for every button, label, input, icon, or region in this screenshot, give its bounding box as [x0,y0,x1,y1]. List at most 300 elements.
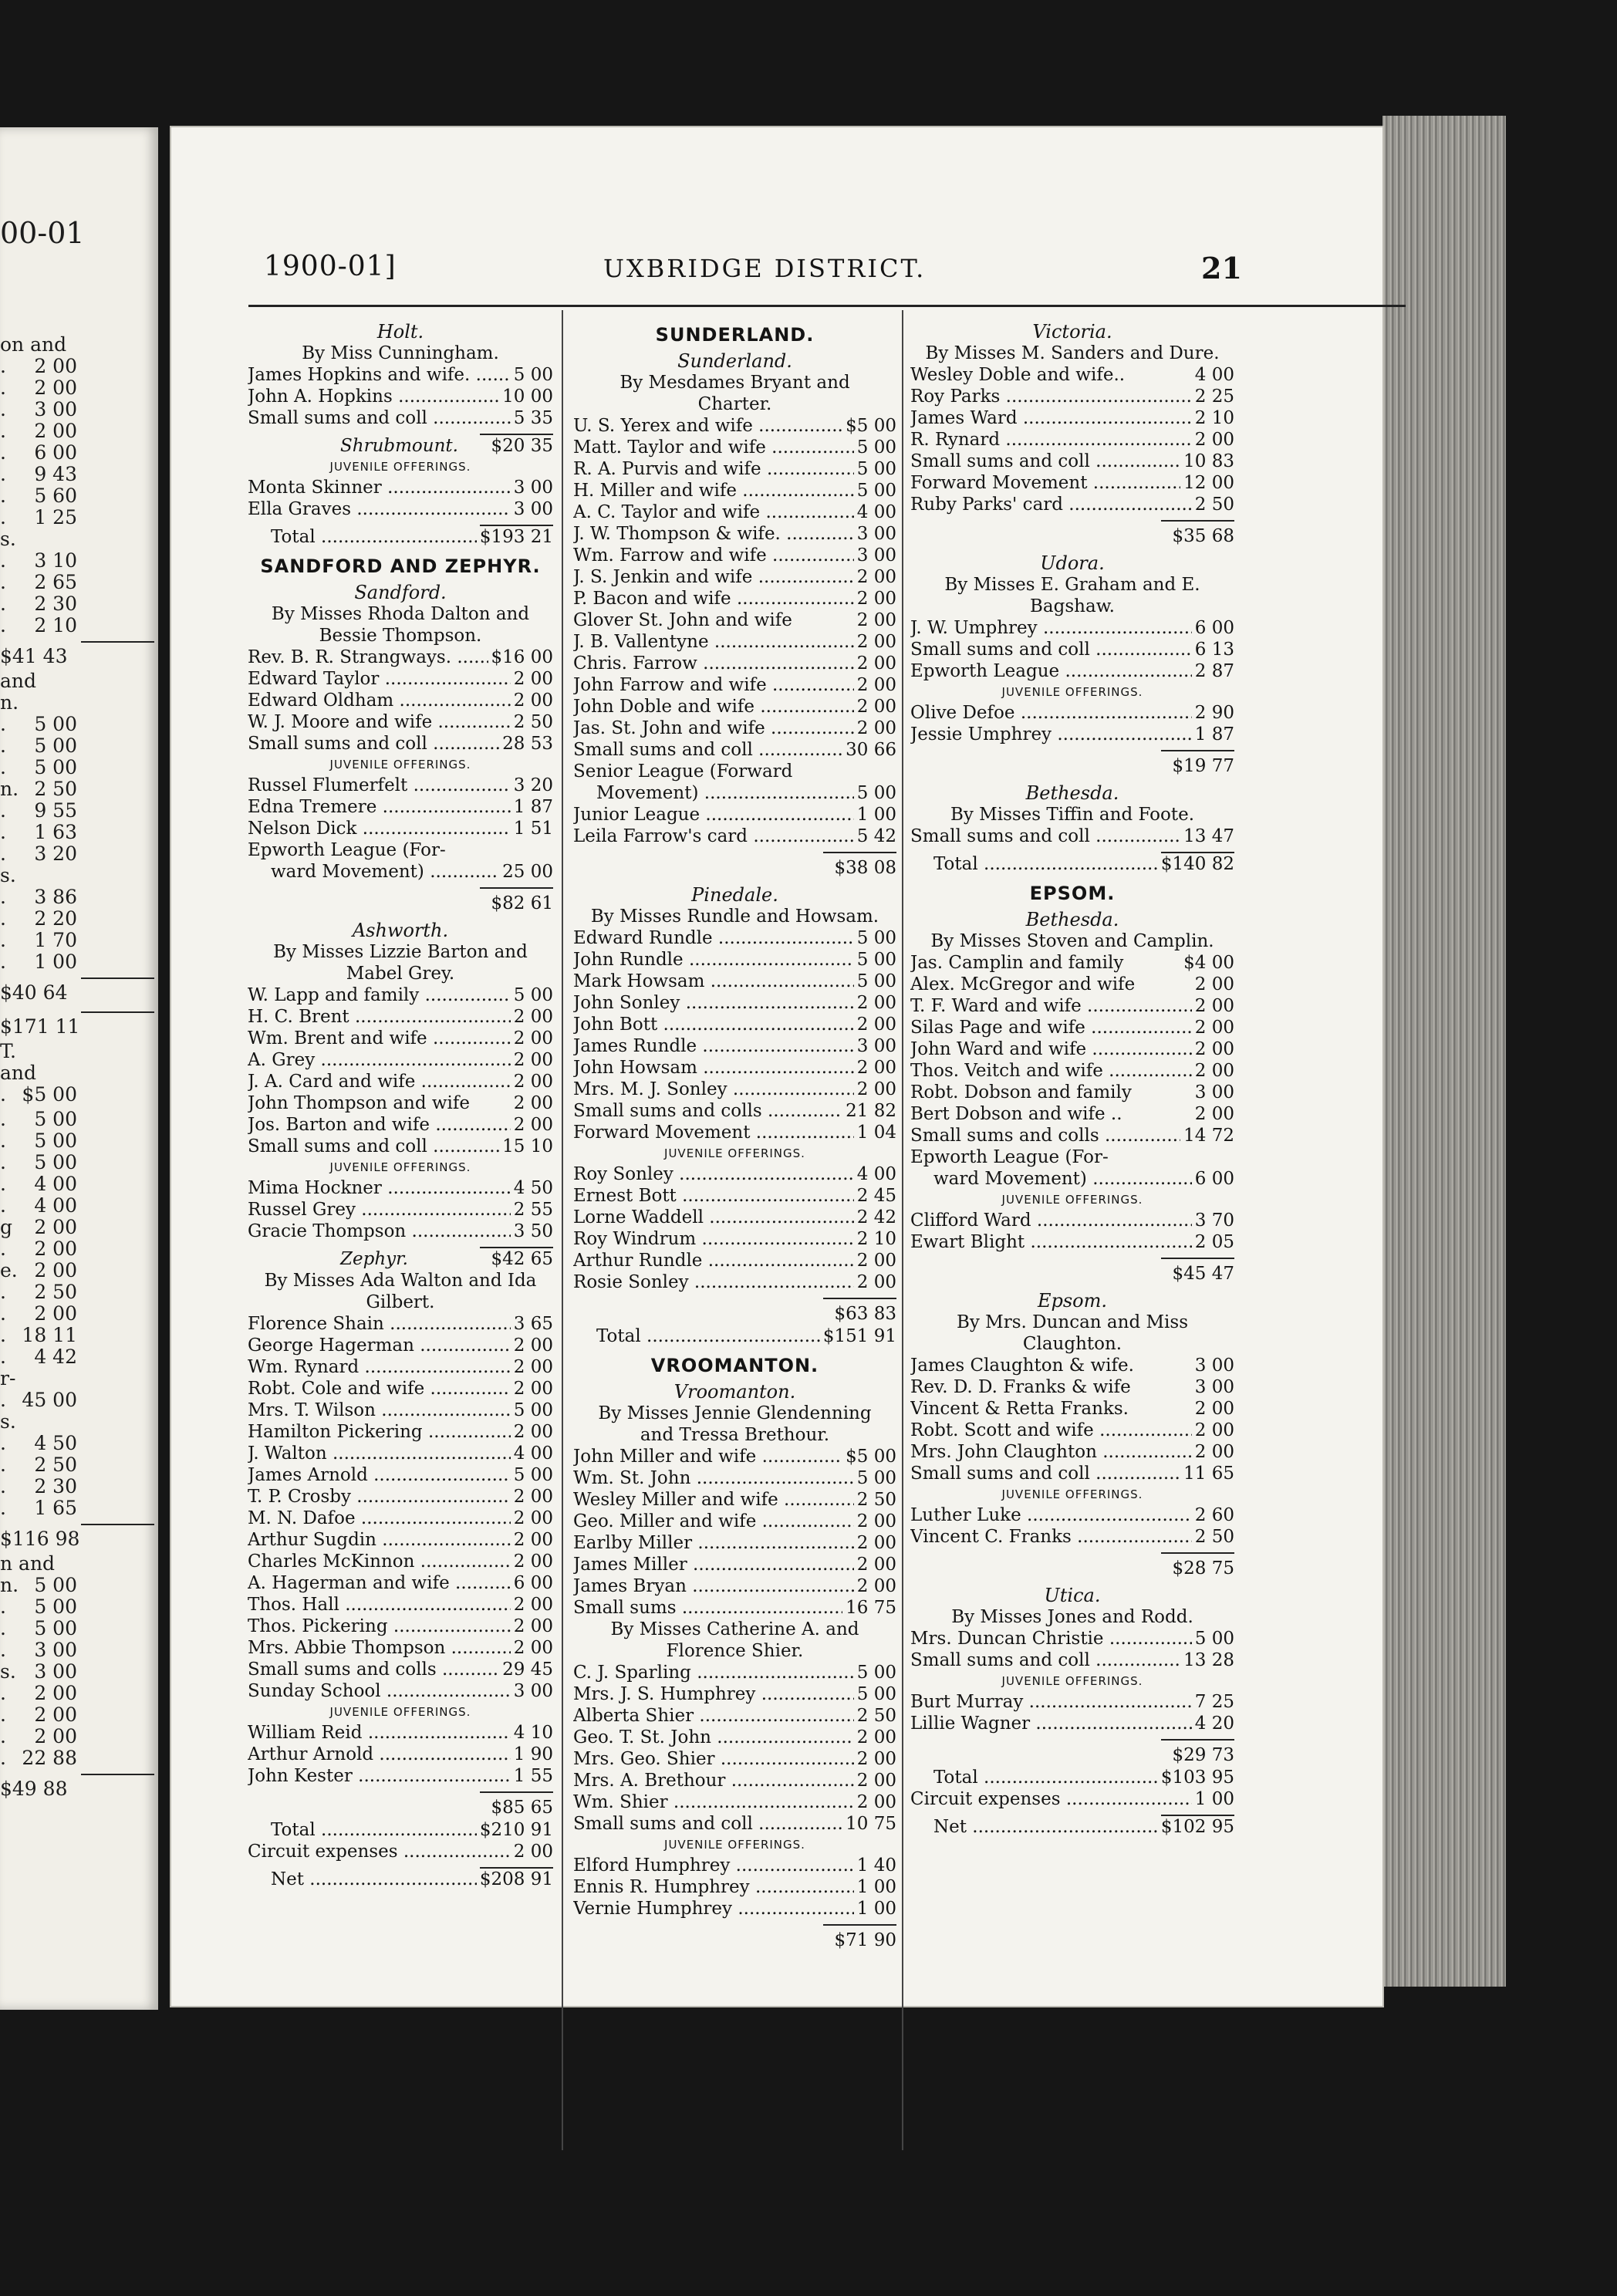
amount: 2 42 [854,1207,896,1228]
facing-page-text: $49 88 [0,1778,68,1800]
facing-page-line [0,670,154,692]
facing-page-line [0,615,154,636]
place-heading: Bethesda. [1025,782,1119,804]
contributor-name: Senior League (Forward [573,761,793,782]
contributor-name: Russel Grey ..... [248,1199,553,1221]
facing-page-amount: 9 43 [34,463,77,485]
contributor-name: Olive Defoe ..... [910,702,1234,724]
contribution-row [573,1271,896,1293]
contribution-row [910,1103,1234,1125]
contributor-name: J. W. Thompson & wife. ..... [573,523,896,545]
contributor-name: U. S. Yerex and wife ..... [573,415,896,437]
facing-page-line [0,1661,154,1683]
contribution-row [573,1163,896,1185]
amount: 2 00 [511,1028,553,1049]
facing-page-amount: 5 00 [34,756,77,778]
facing-page-line [0,930,154,951]
amount: 5 00 [854,927,896,949]
amount: 4 20 [1192,1713,1234,1734]
place-heading: Victoria. [1032,321,1112,343]
amount: 2 00 [854,992,896,1014]
collectors-line: By Misses M. Sanders and Dure. [925,343,1220,363]
contribution-row [248,1572,553,1594]
subtotal-amount: $63 83 [834,1304,896,1324]
contribution-row [910,451,1234,472]
amount: $140 82 [1158,853,1234,875]
contributor-name: Rosie Sonley ..... [573,1271,896,1293]
amount: 2 00 [511,1616,553,1637]
amount: 5 35 [511,407,553,429]
facing-page-line [0,1639,154,1661]
amount: 2 00 [511,1114,553,1136]
amount: 6 00 [1192,1168,1234,1190]
amount: 2 00 [1192,1103,1234,1125]
amount: 2 00 [1192,974,1234,995]
contributor-name: Thos. Veitch and wife ..... [910,1060,1234,1082]
amount: 15 10 [499,1136,553,1157]
facing-page-line [0,865,154,886]
facing-page-amount: 5 60 [34,485,77,507]
facing-page-line [0,1575,154,1596]
facing-page-text: . [0,756,6,778]
contribution-row [248,1765,553,1787]
contribution-row [248,1659,553,1680]
facing-page-text: . [0,1237,6,1260]
contribution-row [910,1816,1234,1838]
facing-page-line [0,1433,154,1454]
contribution-row [248,1028,553,1049]
subtotal-block [573,1924,896,1952]
contribution-row [248,1551,553,1572]
contribution-row [910,1060,1234,1082]
facing-page-amount: 5 00 [34,1108,77,1130]
amount: 5 00 [854,458,896,480]
contribution-row [573,971,896,992]
subtotal-amount: $82 61 [491,893,553,913]
facing-page-text: n. [0,778,19,800]
contributor-name: Leila Farrow's card ..... [573,826,896,847]
contributor-name: Small sums and coll ..... [910,451,1234,472]
contributor-name: James Claughton & wife. [910,1356,1134,1376]
contribution-row [910,995,1234,1017]
contributor-name: Matt. Taylor and wife ..... [573,437,896,458]
contribution-row [910,1125,1234,1146]
contribution-row [573,1467,896,1489]
facing-page-text: . [0,1302,6,1325]
facing-page-text: . [0,441,6,464]
facing-page-text: $116 98 [0,1528,80,1550]
amount: 2 00 [854,1079,896,1100]
contribution-row [248,839,553,861]
amount: 2 45 [854,1185,896,1207]
contribution-row [910,826,1234,847]
facing-page-text: . [0,1432,6,1454]
contribution-row [910,494,1234,515]
contributor-name: Mrs. Duncan Christie ..... [910,1628,1234,1649]
contributor-name: Small sums and coll ..... [910,826,1234,847]
contributor-name: Movement) ..... [573,782,896,804]
facing-page-text: . [0,1173,6,1195]
contributor-name: Monta Skinner ..... [248,477,553,498]
contributor-name: Mrs. John Claughton ..... [910,1441,1234,1463]
facing-page-text: . [0,1389,6,1411]
amount: 1 00 [854,804,896,826]
subtotal-amount: $85 65 [491,1798,553,1818]
amount: 1 00 [1192,1788,1234,1810]
facing-page-line [0,1084,154,1106]
contribution-row [573,782,896,804]
contribution-row [910,364,1234,386]
facing-page-amount: 2 50 [34,778,77,800]
amount: 2 00 [511,1049,553,1071]
amount: 2 60 [1192,1504,1234,1526]
subtotal-rule [823,1924,896,1926]
amount: 1 87 [511,796,553,818]
amount: $193 21 [477,526,553,548]
contribution-row [248,1421,553,1443]
header-rule [248,305,1406,307]
facing-page-text: $41 43 [0,645,68,667]
facing-page-line [0,399,154,420]
juvenile-offerings-heading: JUVENILE OFFERINGS. [1001,1674,1143,1688]
amount: 2 00 [854,718,896,739]
facing-page-text: . [0,463,6,485]
facing-page-text: . [0,907,6,930]
contributor-name: Total ..... [573,1325,896,1347]
amount: 2 00 [511,1551,553,1572]
facing-page-amount: 2 00 [34,1216,77,1238]
contribution-row [248,1869,553,1890]
contributor-name: Nelson Dick ..... [248,818,553,839]
amount: 4 00 [854,1163,896,1185]
facing-page-line [0,1346,154,1368]
facing-page-rule [81,641,154,643]
contributor-name: Small sums and colls ..... [573,1100,896,1122]
contributor-name: Total ..... [910,1767,1234,1788]
amount: 28 53 [499,733,553,755]
amount: 2 00 [511,668,553,690]
contributor-name: William Reid ..... [248,1722,553,1744]
facing-page-amount: 9 55 [34,799,77,822]
facing-page-amount: 4 42 [34,1346,77,1368]
amount: 10 83 [1180,451,1234,472]
facing-page-line [0,464,154,485]
subtotal-block [910,750,1234,778]
amount: 10 75 [842,1813,896,1835]
facing-page-amount: 3 86 [34,886,77,908]
contribution-row [910,407,1234,429]
amount: 2 00 [1192,1398,1234,1420]
facing-page-text: and [0,670,37,692]
facing-page-text: and [0,1062,37,1084]
contribution-row [248,647,553,668]
contribution-row [573,1855,896,1876]
facing-page-text: . [0,1129,6,1152]
contributor-name: John Howsam ..... [573,1057,896,1079]
facing-page-text: e. [0,1259,18,1281]
contribution-row [573,992,896,1014]
contributor-name: Alberta Shier ..... [573,1705,896,1727]
amount: 5 00 [511,984,553,1006]
juvenile-offerings-heading: JUVENILE OFFERINGS. [1001,1487,1143,1501]
facing-page-amount: 3 20 [34,842,77,865]
contribution-row [910,1441,1234,1463]
contribution-row [573,1770,896,1791]
facing-page-text: s. [0,1660,16,1683]
contribution-row [573,1489,896,1511]
contribution-row [910,1398,1234,1420]
facing-page-text: . [0,506,6,528]
facing-page-text: . [0,1324,6,1346]
facing-page-line [0,1152,154,1173]
contributor-name: Ruby Parks' card ..... [910,494,1234,515]
facing-page-line [0,908,154,930]
contribution-row [573,1898,896,1920]
facing-page-text: . [0,842,6,865]
contribution-row [910,1691,1234,1713]
contributor-name: John Thompson and wife [248,1093,471,1113]
juvenile-offerings-heading: JUVENILE OFFERINGS. [329,460,471,474]
contributor-name: Vincent C. Franks ..... [910,1526,1234,1548]
facing-page-line [0,1683,154,1704]
facing-page-amount: 2 30 [34,593,77,615]
contributor-name: John Sonley ..... [573,992,896,1014]
facing-page-amount: 3 00 [34,1639,77,1661]
amount: 5 00 [511,1464,553,1486]
amount: 6 00 [1192,617,1234,639]
contribution-row [248,1313,553,1335]
contribution-row [248,407,553,429]
subtotal-rule [480,1791,553,1793]
facing-page-line [0,1238,154,1260]
contributor-name: Wm. Rynard ..... [248,1356,553,1378]
contribution-row [573,1207,896,1228]
contributor-name: Thos. Pickering ..... [248,1616,553,1637]
subtotal-block [573,852,896,880]
contribution-row [573,1662,896,1683]
contributor-name: James Miller ..... [573,1554,896,1575]
contribution-row [910,472,1234,494]
contributor-name: Small sums and coll ..... [910,1649,1234,1671]
facing-page-text: . [0,485,6,507]
contribution-row [910,974,1234,995]
contribution-row [910,1504,1234,1526]
facing-page-text: s. [0,528,16,550]
contributor-name: Arthur Rundle ..... [573,1250,896,1271]
amount: 11 65 [1180,1463,1234,1484]
contributor-name: Ernest Bott ..... [573,1185,896,1207]
amount: 1 87 [1192,724,1234,745]
facing-page-line [0,778,154,800]
collectors-line: By Misses Stoven and Camplin. [930,931,1214,951]
contribution-row [248,435,553,457]
amount: 2 50 [1192,494,1234,515]
amount: 29 45 [499,1659,553,1680]
contribution-row [573,1554,896,1575]
contributor-name: John Rundle ..... [573,949,896,971]
column-3 [910,316,1234,1838]
facing-page-text: . [0,950,6,973]
amount: 2 00 [1192,1017,1234,1038]
facing-page-amount: 1 25 [34,506,77,528]
amount: 3 20 [511,775,553,796]
contribution-row [573,1122,896,1143]
facing-page-text: . [0,1083,6,1106]
facing-page-amount: 2 30 [34,1475,77,1497]
amount: 1 90 [511,1744,553,1765]
contribution-row [910,1231,1234,1253]
place-heading: Pinedale. [691,884,778,906]
contributor-name: Small sums and colls ..... [910,1125,1234,1146]
facing-page-text: . [0,929,6,951]
facing-page-text: . [0,571,6,593]
facing-page-text: $171 11 [0,1015,80,1038]
contributor-name: Epworth League (For- [248,840,446,860]
contributor-name: Net ..... [910,1816,1234,1838]
amount: 5 00 [854,1467,896,1489]
contributor-name: Ennis R. Humphrey ..... [573,1876,896,1898]
contributor-name: Jas. Camplin and family [910,953,1124,973]
amount: 2 00 [511,1006,553,1028]
contributor-name: John Farrow and wife ..... [573,674,896,696]
contribution-row [573,1575,896,1597]
amount: 3 00 [511,477,553,498]
amount: 2 90 [1192,702,1234,724]
book-page-edges [1382,116,1506,1987]
amount: 2 00 [854,1575,896,1597]
facing-page-line [0,692,154,714]
amount: 3 70 [1192,1210,1234,1231]
contributor-name: Silas Page and wife ..... [910,1017,1234,1038]
contributor-name: Geo. Miller and wife ..... [573,1511,896,1532]
contributor-name: Net ..... [248,1869,553,1890]
contributor-name: ward Movement) ..... [248,861,553,883]
contribution-row [573,523,896,545]
collectors-line: By Misses Catherine A. and Florence Shier. [610,1619,859,1661]
column-1 [248,316,553,1890]
facing-page-text: . [0,886,6,908]
contributor-name: Elford Humphrey ..... [573,1855,896,1876]
year-label: 1900-01] [264,251,397,282]
contribution-row [573,458,896,480]
amount: $208 91 [477,1869,553,1890]
contributor-name: Wm. Farrow and wife ..... [573,545,896,566]
amount: 2 00 [1192,1060,1234,1082]
subtotal-amount: $71 90 [834,1930,896,1950]
contribution-row [910,1628,1234,1649]
facing-page-line [0,507,154,528]
contribution-row [573,437,896,458]
contributor-name: James Arnold ..... [248,1464,553,1486]
contributor-name: Mrs. A. Brethour ..... [573,1770,896,1791]
facing-page-text: . [0,398,6,420]
facing-page-line [0,1109,154,1130]
contribution-row [248,364,553,386]
facing-page-line [0,1016,154,1038]
section-heading: SANDFORD AND ZEPHYR. [260,555,541,577]
contributor-name: Forward Movement ..... [910,472,1234,494]
contribution-row [573,415,896,437]
page-number: 21 [1201,251,1242,285]
contributor-name: R. Rynard ..... [910,429,1234,451]
contribution-row [248,1356,553,1378]
contribution-row [573,1511,896,1532]
amount: 2 00 [1192,1038,1234,1060]
facing-page-text: . [0,355,6,377]
amount: $102 95 [1158,1816,1234,1838]
facing-page-amount: 1 63 [34,821,77,843]
place-heading: Epsom. [1037,1290,1108,1312]
amount: 2 00 [511,690,553,711]
amount: $5 00 [842,1446,896,1467]
contributor-name: John Ward and wife ..... [910,1038,1234,1060]
amount: 5 00 [854,1662,896,1683]
contribution-row [910,617,1234,639]
amount: 2 00 [854,1791,896,1813]
facing-page-text: on and [0,333,67,356]
facing-page-amount: 2 00 [34,1725,77,1747]
contribution-row [248,1136,553,1157]
contributor-name: Wm. Shier ..... [573,1791,896,1813]
contributor-name: Small sums and coll ..... [248,407,553,429]
contributor-name: Small sums and coll ..... [573,739,896,761]
collectors-line: By Miss Cunningham. [302,343,499,363]
subtotal-rule [1161,520,1234,522]
juvenile-offerings-heading: JUVENILE OFFERINGS. [329,1160,471,1174]
contributor-name: ward Movement) ..... [910,1168,1234,1190]
amount: 2 00 [511,1594,553,1616]
contributor-name: Epworth League (For- [910,1147,1109,1167]
subtotal-block [910,1258,1234,1285]
contribution-row [573,545,896,566]
facing-page-line [0,334,154,356]
facing-page-amount: 4 50 [34,1432,77,1454]
facing-page-line [0,1303,154,1325]
facing-page-line [0,1195,154,1217]
contribution-row [573,696,896,718]
contribution-row [910,1649,1234,1671]
amount: 2 00 [511,1421,553,1443]
amount: 2 10 [854,1228,896,1250]
contribution-row [248,1819,553,1841]
contribution-row [248,1508,553,1529]
contribution-row [573,1250,896,1271]
facing-page-line [0,1704,154,1726]
contribution-row [910,639,1234,660]
facing-page-line [0,1553,154,1575]
amount: 2 00 [854,1748,896,1770]
contributor-name: Lillie Wagner ..... [910,1713,1234,1734]
facing-page-text: . [0,1497,6,1519]
contribution-row [573,1446,896,1467]
contributor-name: Small sums and coll ..... [910,1463,1234,1484]
facing-page-line [0,1368,154,1389]
facing-page-text: . [0,1151,6,1173]
contributor-name: James Hopkins and wife. ..... [248,364,553,386]
contributor-name: Shrubmount. [340,436,458,456]
amount: 5 00 [1192,1628,1234,1649]
place-heading: Bethesda. [1025,909,1119,930]
contribution-row [910,1788,1234,1810]
amount: 3 00 [1192,1355,1234,1376]
place-heading: Sandford. [354,582,447,603]
contribution-row [248,477,553,498]
juvenile-offerings-heading: JUVENILE OFFERINGS. [1001,685,1143,699]
contribution-row [248,1006,553,1028]
amount: 2 00 [854,653,896,674]
subtotal-rule [1161,750,1234,751]
contribution-row [248,386,553,407]
